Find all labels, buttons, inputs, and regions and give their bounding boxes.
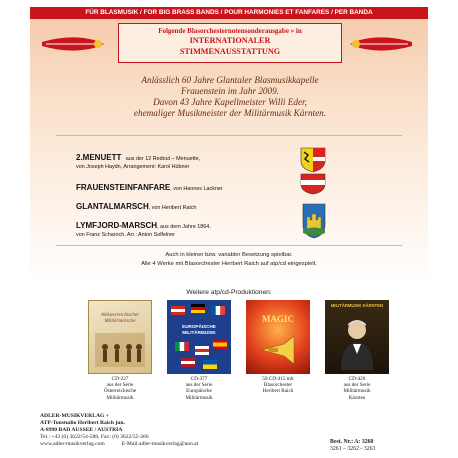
banner-line-3: STIMMENAUSSTATTUNG — [179, 47, 281, 56]
banner-line-1: Folgende Blasorchesternotensonderausgabe » in — [158, 27, 302, 35]
album-cover — [325, 300, 389, 374]
album-card — [167, 300, 231, 415]
caption-line: CD-227 — [111, 376, 129, 382]
work-title: GLANTALMARSCH — [76, 202, 149, 211]
intro-line: ehemaliger Musikmeister der Militärmusik Kärnten. — [133, 108, 327, 118]
work-detail: , aus dem Jahre 1864, — [157, 224, 211, 230]
caption-line: Europäische — [186, 388, 212, 395]
work-title: LYMFJORD-MARSCH — [76, 221, 158, 230]
work-detail: , von Heribert Raich — [148, 205, 197, 211]
caption-line: Kärnten — [348, 394, 366, 401]
album-card — [325, 300, 389, 415]
work-detail: aus der 12 Redout – Menuette, — [125, 156, 201, 162]
note-line: Alle 4 Werke mit Blasorchester Heribert Raich auf atp/cd eingespielt. — [141, 261, 317, 267]
note-line: Auch in kleiner bzw. variabler Besetzung spielbar. — [165, 252, 293, 258]
frauenstein-crest-icon — [302, 203, 326, 239]
album-caption — [238, 376, 318, 395]
album-card — [88, 300, 152, 415]
publisher-info — [40, 413, 300, 448]
work-detail: , von Hannes Lackner — [170, 186, 223, 192]
divider-top — [56, 135, 402, 136]
caption-line: 50.CD-415 mit — [262, 376, 294, 382]
intro-line: Davon 43 Jahre Kapellmeister Willi Eder, — [153, 97, 307, 107]
carinthia-austria-crest-icon — [300, 147, 326, 195]
left-wing-emblem-icon — [40, 34, 106, 54]
intro-text — [52, 75, 408, 119]
banner-line-2: INTERNATIONALER — [189, 36, 271, 45]
further-productions-title: Weitere atp/cd-Produktionen: — [186, 289, 272, 296]
top-bar: FÜR BLASMUSIK / FOR BIG BRASS BANDS / POUR HARMONIES ET FANFARES / PER BANDA — [30, 7, 428, 19]
publisher-name: ADLER-MUSIKVERLAG + — [40, 413, 109, 419]
european-flags-collage-icon — [167, 300, 231, 374]
album-cover — [167, 300, 231, 374]
edition-banner — [118, 23, 342, 63]
work-title: 2.MENUETT — [76, 153, 122, 162]
work-item — [76, 181, 336, 194]
album-caption — [80, 376, 160, 401]
order-label: Best. Nr.: A: 3260 — [330, 439, 374, 445]
work-item — [76, 200, 336, 213]
publisher-phone: Tel.: +43 (0) 3622/54-588, Fax: (0) 3622/55-266 — [40, 434, 149, 440]
album-caption — [317, 376, 397, 401]
cover-title: EUROPÄISCHE — [182, 324, 216, 329]
caption-line: Militärmusik — [185, 394, 213, 401]
album-cover — [246, 300, 310, 374]
work-item — [76, 151, 336, 171]
album-cover — [88, 300, 152, 374]
caption-line: Blasorchester — [263, 382, 293, 389]
intro-line: Frauenstein im Jahr 2009. — [181, 86, 279, 96]
publisher-address: A-8990 BAD AUSSEE / AUSTRIA — [40, 427, 123, 433]
cover-title: MILITÄRMUSIK KÄRNTEN — [330, 303, 384, 308]
caption-line: Militärmusik — [106, 394, 134, 401]
caption-line: CD-420 — [348, 376, 366, 382]
caption-line: Militärmusik — [343, 388, 371, 395]
publisher-website-link[interactable]: www.adler-musikverlag.com — [40, 441, 105, 447]
right-wing-emblem-icon — [348, 34, 414, 54]
caption-line: aus der Serie — [106, 382, 134, 389]
album-caption — [159, 376, 239, 401]
trumpet-illustration-icon — [260, 330, 296, 370]
album-card — [246, 300, 310, 415]
work-title: FRAUENSTEINFANFARE — [76, 183, 171, 192]
publisher-email-link[interactable]: E-Mail:adler-musikverlag@aon.at — [121, 441, 199, 447]
caption-line: Heribert Raich — [262, 388, 294, 395]
order-number-list: 3261 – 3262 - 3263 — [330, 446, 376, 452]
caption-line: aus der Serie — [343, 382, 371, 389]
order-numbers — [330, 439, 426, 453]
publisher-studio: ATP-Tonstudio Heribert Raich jun. — [40, 420, 125, 426]
conductor-portrait-icon — [337, 314, 377, 370]
cover-title: MAGIC — [262, 314, 294, 324]
caption-line: Österreichische — [103, 388, 137, 395]
caption-line: CD-377 — [190, 376, 208, 382]
cover-title: MILITÄRMUSIK — [182, 330, 216, 335]
caption-line: aus der Serie — [185, 382, 213, 389]
work-sub: von Joseph Haydn, Arrangement: Karol Hübner — [76, 164, 190, 170]
flyer-sheet — [30, 7, 428, 457]
divider-middle — [56, 245, 402, 246]
cover-title: Altösterreichischer — [100, 313, 140, 318]
work-item — [76, 219, 336, 239]
work-sub: von Franz Scharoch, Arr.: Anton Solfelner — [76, 232, 175, 238]
cover-title: Militärmärsche — [104, 319, 136, 324]
marching-band-illustration-icon — [95, 333, 145, 367]
intro-line: Anlässlich 60 Jahre Glantaler Blasmusikkapelle — [141, 75, 319, 85]
